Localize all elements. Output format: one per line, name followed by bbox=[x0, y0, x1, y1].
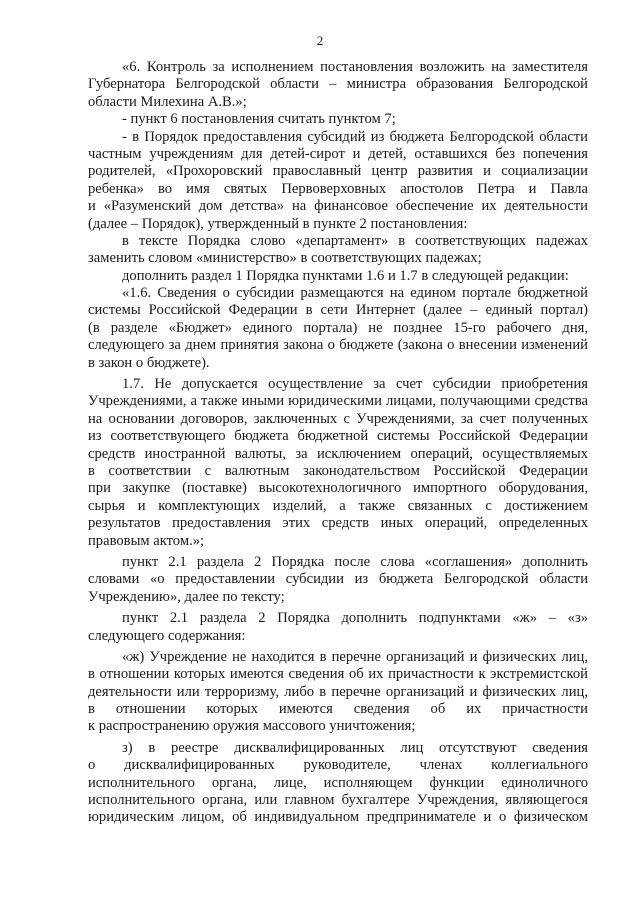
text-line: исполнительного органа, или главном бухгалтере Учреждения, являющегося bbox=[88, 792, 588, 809]
text-line: сырья и комплектующих изделий, а также связанных с достижением bbox=[88, 497, 588, 514]
text-line: результатов предоставления этих средств иных операций, определенных bbox=[88, 515, 588, 532]
text-line: в отношении которых имеются сведения об их причастности bbox=[88, 701, 588, 718]
text-line: Учреждению», далее по тексту; bbox=[88, 588, 285, 605]
text-line: «6. Контроль за исполнением постановления возложить на заместителя bbox=[122, 59, 588, 75]
text-line: (в разделе «Бюджет» единого портала) не позднее 15-го рабочего дня, bbox=[88, 319, 588, 336]
document-body bbox=[88, 59, 588, 827]
text-line: Учреждениями, а также иными юридическими лицами, получающими средства bbox=[88, 393, 588, 410]
text-line: Губернатора Белгородской области – министра образования Белгородской bbox=[88, 76, 588, 93]
text-line: пункт 2.1 раздела 2 Порядка дополнить подпунктами «ж» – «з» bbox=[122, 610, 588, 627]
text-line: деятельности или терроризму, либо в перечне организаций и физических лиц, bbox=[88, 683, 588, 700]
text-line: следующего за днем принятия закона о бюджете (закона о внесении изменений bbox=[88, 337, 588, 354]
text-line: словами «о предоставлении субсидии из бюджета Белгородской области bbox=[88, 571, 588, 588]
text-line: частным учреждениям для детей-сирот и детей, оставшихся без попечения bbox=[88, 145, 588, 162]
text-line: на основании договоров, заключенных с Учреждениями, за счет полученных bbox=[88, 410, 588, 427]
text-line: з) в реестре дисквалифицированных лиц отсутствуют сведения bbox=[122, 739, 588, 756]
text-line: следующего содержания: bbox=[88, 627, 246, 644]
text-line: о дисквалифицированных руководителе, членах коллегиального bbox=[88, 757, 588, 774]
text-line: из соответствующего бюджета бюджетной системы Российской Федерации bbox=[88, 428, 588, 445]
text-line: родителей, «Прохоровский православный центр развития и социализации bbox=[88, 163, 588, 180]
text-line: в закон о бюджете). bbox=[88, 354, 210, 371]
text-line: в отношении которых имеются сведения об их причастности к экстремистской bbox=[88, 666, 588, 683]
text-line: правовым актом.»; bbox=[88, 532, 205, 549]
text-line: юридическим лицом, об индивидуальном предпринимателе и о физическом bbox=[88, 809, 588, 826]
text-line: при закупке (поставке) высокотехнологичного импортного оборудования, bbox=[88, 480, 588, 497]
text-line: области Милехина А.В.»; bbox=[88, 93, 247, 110]
page-number: 2 bbox=[316, 33, 324, 48]
text-line: (далее – Порядок), утвержденный в пункте 2 постановления: bbox=[88, 215, 468, 232]
text-line: исполнительного органа, лице, исполняющем функции единоличного bbox=[88, 774, 588, 791]
text-line: дополнить раздел 1 Порядка пунктами 1.6 и 1.7 в следующей редакции: bbox=[122, 267, 569, 284]
text-line: «1.6. Сведения о субсидии размещаются на едином портале бюджетной bbox=[122, 285, 588, 302]
text-line: и «Разуменский дом детства» на финансовое обеспечение их деятельности bbox=[88, 198, 588, 215]
text-line: системы Российской Федерации в сети Интернет (далее – единый портал) bbox=[88, 302, 588, 319]
text-line: ребенка» во имя святых Первоверховных апостолов Петра и Павла bbox=[88, 180, 588, 197]
text-line: средств иностранной валюты, за исключением операций, осуществляемых bbox=[88, 445, 588, 462]
text-line: «ж) Учреждение не находится в перечне организаций и физических лиц, bbox=[122, 648, 588, 665]
text-line: - пункт 6 постановления считать пунктом 7; bbox=[122, 111, 396, 128]
text-line: в тексте Порядка слово «департамент» в соответствующих падежах bbox=[122, 232, 588, 249]
text-line: к распространению оружия массового уничтожения; bbox=[88, 718, 416, 735]
text-line: пункт 2.1 раздела 2 Порядка после слова «соглашения» дополнить bbox=[122, 553, 588, 570]
text-line: в соответствии с валютным законодательством Российской Федерации bbox=[88, 462, 588, 479]
text-line: заменить словом «министерство» в соответствующих падежах; bbox=[88, 250, 482, 267]
text-line: 1.7. Не допускается осуществление за счет субсидии приобретения bbox=[122, 376, 588, 393]
text-line: - в Порядок предоставления субсидий из бюджета Белгородской области bbox=[122, 128, 588, 145]
